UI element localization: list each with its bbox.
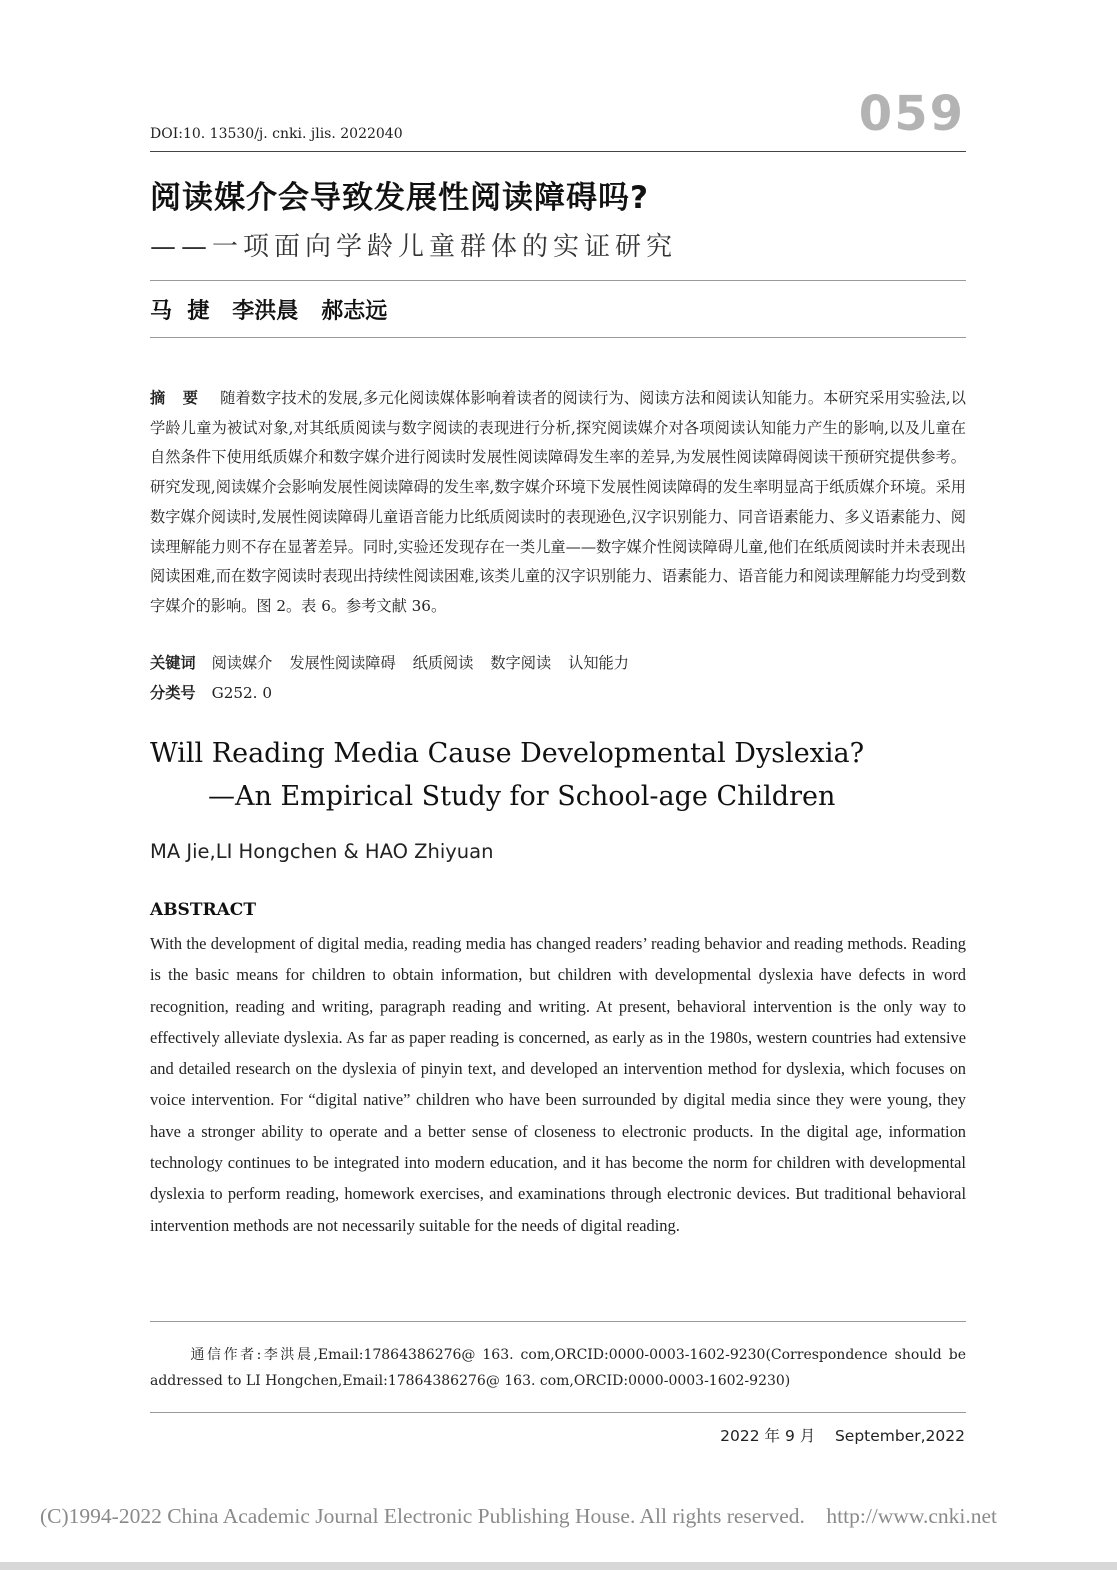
footnote-rule [150,1321,966,1322]
classification-label: 分类号 [150,684,196,702]
keyword: 认知能力 [568,654,629,672]
issue-date: 2022 年 9 月 September,2022 [720,1427,965,1445]
abstract-en-text: With the development of digital media, reading media has changed readers’ reading behavior and reading methods. Reading is the basic means for children to obtain information, but children with developmental dyslexia have defects in word recognition, reading and writing, paragraph reading and writing. At present, behavioral intervention is the only way to effectively alleviate dyslexia. As far as paper reading is concerned, as early as in the 1980s, western countries had extensive and detailed research on the dyslexia of pinyin text, and developed an intervention method for dyslexia, which focuses on voice intervention. For “digital native” children who have been surrounded by digital media since they were young, they have a stronger ability to operate and a better sense of closeness to electronic products. In the digital age, information technology continues to be integrated into modern education, and it has become the norm for children with developmental dyslexia to perform reading, homework exercises, and examinations through electronic devices. But traditional behavioral intervention methods are not necessarily suitable for the needs of digital reading. [150,934,966,1235]
authors-rule [150,337,966,338]
subtitle-cn: ——一项面向学龄儿童群体的实证研究 [150,232,678,262]
abstract-cn [150,384,966,622]
footer-rule [150,1412,966,1413]
footnote [150,1342,966,1394]
abstract-cn-text: 随着数字技术的发展,多元化阅读媒体影响着读者的阅读行为、阅读方法和阅读认知能力。本研究采用实验法,以学龄儿童为被试对象,对其纸质阅读与数字阅读的表现进行分析,探究阅读媒介对各项阅读认知能力产生的影响,以及儿童在自然条件下使用纸质媒介和数字媒介进行阅读时发展性阅读障碍发生率的差异,为发展性阅读障碍阅读干预研究提供参考。研究发现,阅读媒介会影响发展性阅读障碍的发生率,数字媒介环境下发展性阅读障碍的发生率明显高于纸质媒介环境。采用数字媒介阅读时,发展性阅读障碍儿童语音能力比纸质阅读时的表现逊色,汉字识别能力、同音语素能力、多义语素能力、阅读理解能力则不存在显著差异。同时,实验还发现存在一类儿童——数字媒介性阅读障碍儿童,他们在纸质阅读时并未表现出阅读困难,而在数字阅读时表现出持续性阅读困难,该类儿童的汉字识别能力、语素能力、语音能力和阅读理解能力均受到数字媒介的影响。图 2。表 6。参考文献 36。 [150,389,966,615]
subtitle-en: —An Empirical Study for School-age Children [208,781,836,812]
keywords-line [150,652,646,673]
classification-line [150,682,272,703]
title-en: Will Reading Media Cause Developmental Dyslexia? [150,738,865,769]
authors-en: MA Jie,LI Hongchen & HAO Zhiyuan [150,840,494,863]
copyright-notice: (C)1994-2022 China Academic Journal Electronic Publishing House. All rights reserved. http://www.cnki.net [40,1504,997,1528]
title-rule [150,280,966,281]
authors-cn: 马 捷 李洪晨 郝志远 [150,299,388,324]
keyword: 纸质阅读 [412,654,474,672]
abstract-en-heading: ABSTRACT [150,900,256,920]
keywords-label: 关键词 [150,654,196,672]
classification-value: G252. 0 [211,684,273,702]
keyword: 发展性阅读障碍 [289,654,396,672]
title-cn: 阅读媒介会导致发展性阅读障碍吗? [150,180,649,216]
keyword: 阅读媒介 [211,654,273,672]
doi-text: DOI:10. 13530/j. cnki. jlis. 2022040 [150,126,403,142]
page-number: 059 [858,86,965,142]
footnote-text: 通信作者:李洪晨,Email:17864386276@ 163. com,ORCID:0000-0003-1602-9230(Correspondence should be addressed to LI Hongchen,Email:17864386276@ 163. com,ORCID:0000-0003-1602-9230) [150,1347,966,1389]
header-rule [150,151,966,152]
bottom-bar [0,1562,1117,1570]
keyword: 数字阅读 [490,654,552,672]
abstract-cn-label: 摘 要 [150,389,205,407]
